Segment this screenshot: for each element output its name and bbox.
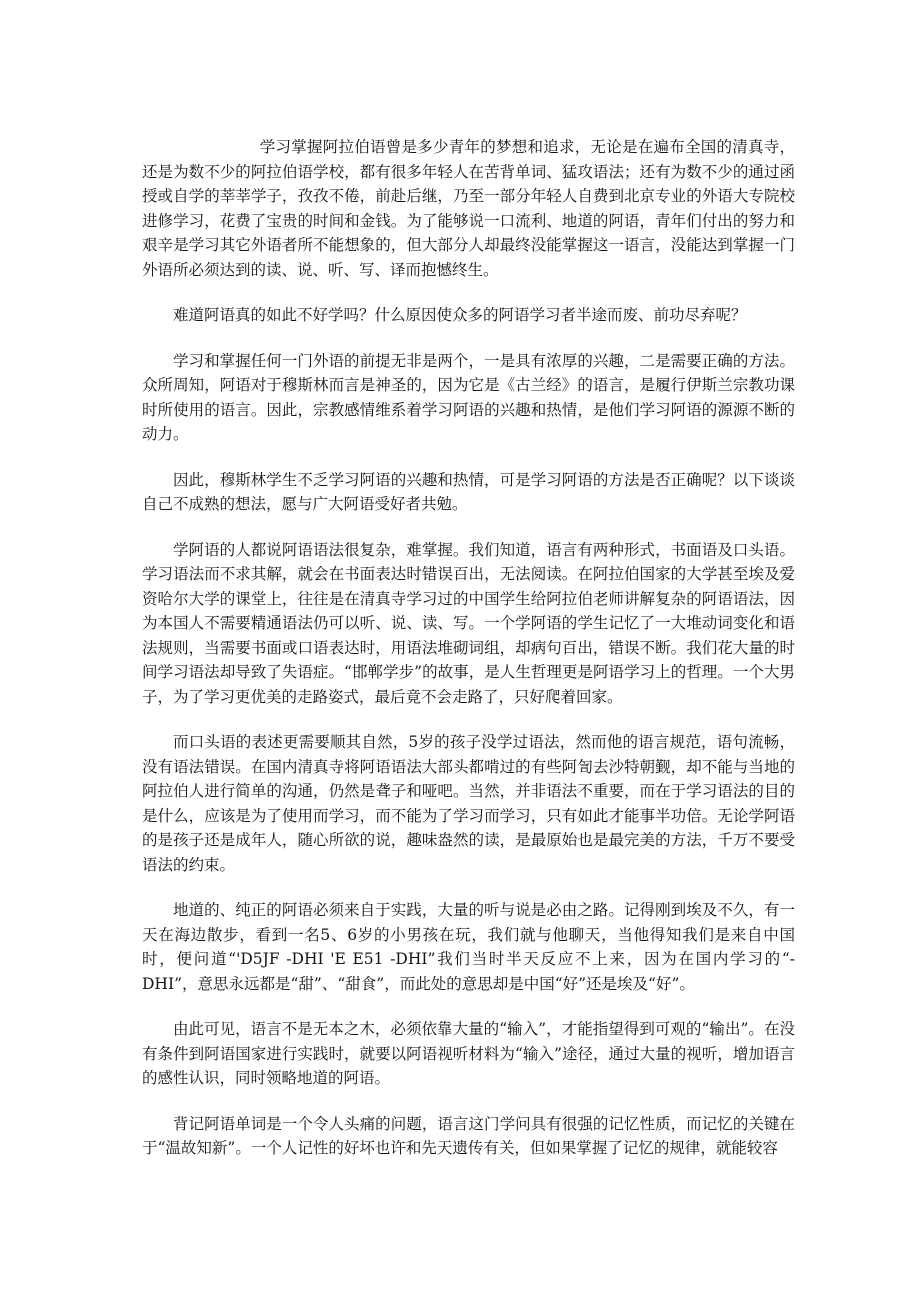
paragraph: 因此，穆斯林学生不乏学习阿语的兴趣和热情，可是学习阿语的方法是否正确呢？以下谈谈自己不成熟的想法，愿与广大阿语受好者共勉。 bbox=[142, 470, 795, 513]
paragraph: 难道阿语真的如此不好学吗？什么原因使众多的阿语学习者半途而废、前功尽弃呢？ bbox=[173, 306, 747, 324]
document-body bbox=[142, 135, 795, 1182]
paragraph: 而口头语的表述更需要顺其自然，5岁的孩子没学过语法，然而他的语言规范，语句流畅，没有语法错误。在国内清真寺将阿语语法大部头都啃过的有些阿訇去沙特朝觐，却不能与当地的阿拉伯人进行简单的沟通，仍然是聋子和哑吧。当然，并非语法不重要，而在于学习语法的目的是什么，应该是为了使用而学习，而不能为了学习而学习，只有如此才能事半功倍。无论学阿语的是孩子还是成年人，随心所欲的说，趣味盎然的读，是最原始也是最完美的方法，千万不要受语法的约束。 bbox=[142, 733, 795, 874]
paragraph: 学阿语的人都说阿语语法很复杂，难掌握。我们知道，语言有两种形式，书面语及口头语。学习语法而不求其解，就会在书面表达时错误百出，无法阅读。在阿拉伯国家的大学甚至埃及爱资哈尔大学的课堂上，往往是在清真寺学习过的中国学生给阿拉伯老师讲解复杂的阿语语法，因为本国人不需要精通语法仍可以听、说、读、写。一个学阿语的学生记忆了一大堆动词变化和语法规则，当需要书面或口语表达时，用语法堆砌词组，却病句百出，错误不断。我们花大量的时间学习语法却导致了失语症。“邯郸学步”的故事，是人生哲理更是阿语学习上的哲理。一个大男子，为了学习更优美的走路姿式，最后竟不会走路了，只好爬着回家。 bbox=[142, 540, 795, 706]
paragraph: 背记阿语单词是一个令人头痛的问题，语言这门学问具有很强的记忆性质，而记忆的关键在于“温故知新”。一个人记性的好坏也许和先天遗传有关，但如果掌握了记忆的规律，就能较容 bbox=[142, 1114, 795, 1157]
paragraph: 由此可见，语言不是无本之木，必须依靠大量的“输入”，才能指望得到可观的“输出”。在没有条件到阿语国家进行实践时，就要以阿语视听材料为“输入”途径，通过大量的视听，增加语言的感性认识，同时领略地道的阿语。 bbox=[142, 1020, 795, 1087]
paragraph: 学习掌握阿拉伯语曾是多少青年的梦想和追求，无论是在遍布全国的清真寺，还是为数不少的阿拉伯语学校，都有很多年轻人在苦背单词、猛攻语法；还有为数不少的通过函授或自学的莘莘学子，孜孜不倦，前赴后继，乃至一部分年轻人自费到北京专业的外语大专院校进修学习，花费了宝贵的时间和金钱。为了能够说一口流利、地道的阿语，青年们付出的努力和艰辛是学习其它外语者所不能想象的，但大部分人却最终没能掌握这一语言，没能达到掌握一门外语所必须达到的读、说、听、写、译而抱憾终生。 bbox=[142, 138, 795, 279]
paragraph: 地道的、纯正的阿语必须来自于实践，大量的听与说是必由之路。记得刚到埃及不久，有一天在海边散步，看到一名5、6岁的小男孩在玩，我们就与他聊天，当他得知我们是来自中国时，便问道“'D5JF -DHI 'E E51 -DHI”我们当时半天反应不上来，因为在国内学习的“-DHI”，意思永远都是“甜”、“甜食”，而此处的意思却是中国“好”还是埃及“好”。 bbox=[142, 901, 795, 993]
paragraph: 学习和掌握任何一门外语的前提无非是两个，一是具有浓厚的兴趣，二是需要正确的方法。众所周知，阿语对于穆斯林而言是神圣的，因为它是《古兰经》的语言，是履行伊斯兰宗教功课时所使用的语言。因此，宗教感情维系着学习阿语的兴趣和热情，是他们学习阿语的源源不断的动力。 bbox=[142, 351, 795, 443]
